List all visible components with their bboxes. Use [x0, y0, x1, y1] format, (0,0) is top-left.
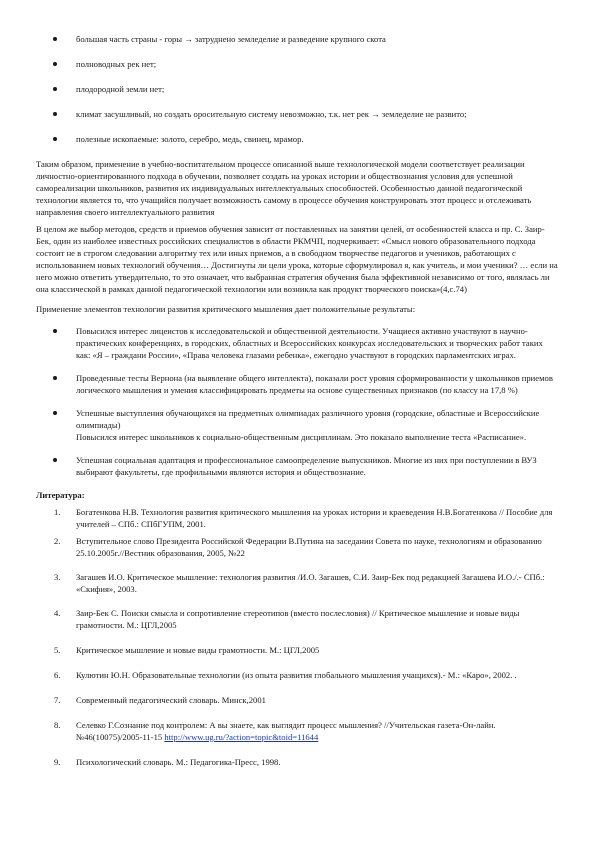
item-number: 2. [54, 536, 61, 546]
list-item [36, 133, 559, 145]
bullet-icon [53, 376, 57, 380]
item-text: Загашев И.О. Критическое мышление: технология развития /И.О. Загашев, С.И. Заир-Бек под редакцией Загашева И.О./.- СПб.: «Скифия», 2003. [76, 572, 545, 594]
paragraph-results-intro: Применение элементов технологии развития критического мышления дает положительные результаты: [36, 304, 416, 314]
list-item [36, 719, 559, 743]
bullet-text: полноводных рек нет; [76, 59, 157, 69]
item-text: Кулютин Ю.Н. Образовательные технологии (из опыта развития глобального мышления учащихся).- М.: «Каро», 2002. . [76, 670, 517, 680]
reference-link[interactable]: http://www.ug.ru/?action=topic&toid=11644 [164, 732, 319, 742]
list-item [36, 571, 559, 595]
bullet-text: Повысился интерес лицеистов к исследовательской и общественной деятельности. Учащиеся активно участвуют в научно-практических конференциях, в городских, областных и Всероссийских конкурсах исследовательских и творческих работ таких как: «Я – граждани России», «Права человека глазами ребенка», ежегодно участвуют в городских парламентских играх. [76, 326, 543, 360]
item-text: Богатенкова Н.В. Технология развития критического мышления на уроках истории и краеведения Н.В.Богатенкова // Пособие для учителей – СПб.: СПбГУПМ, 2001. [76, 507, 553, 529]
geography-bullet-list [36, 33, 559, 145]
item-number: 1. [54, 507, 61, 517]
item-text: Психологический словарь. М.: Педагогика-Пресс, 1998. [76, 757, 281, 767]
item-text: Современный педагогический словарь. Минск,2001 [76, 695, 266, 705]
bullet-icon [53, 329, 57, 333]
list-item [36, 535, 559, 559]
paragraph-methods: В целом же выбор методов, средств и приемов обучения зависит от поставленных на занятии целей, от особенностей класса и пр. С. Заир-Бек, один из наиболее известных российских специалистов в области РКМЧП, подчеркивает: «Смысл нового образовательного подхода состоит не в строгом следовании алгоритму тех или иных приемов, а в свободном творчестве педагогов и учеников, работающих с использованием новых технологий обучения… Достигнуты ли цели урока, которые сформулировал я, как учитель, и мои ученики? … если на него можно ответить утвердительно, то это означает, что выбранная стратегия обучения была эффективной независимо от того, являлась ли она классической в рамках данной педагогической технологии или возникла как продукт творческого поиска»(4,с.74) [36, 224, 558, 294]
bullet-text: полезные ископаемые: золото, серебро, медь, свинец, мрамор. [76, 134, 304, 144]
list-item [36, 407, 559, 443]
bullet-text: Успешные выступления обучающихся на предметных олимпиадах различного уровня (городские, областные и Всероссийские олимпиады) [76, 408, 540, 430]
item-number: 4. [54, 608, 61, 618]
bullet-icon [53, 37, 57, 41]
list-item [36, 506, 559, 530]
bullet-text: Проведенные тесты Вернона (на выявление общего интеллекта), показали рост уровня сформированности у школьников приемов логического мышления и умения классифицировать предметы на основе существенных признаков (по классу на 17,8 %) [76, 373, 553, 395]
list-item [36, 33, 559, 45]
list-item [36, 607, 559, 631]
list-item [36, 669, 559, 681]
bullet-text: большая часть страны - горы → затруднено земледелие и разведение крупного скота [76, 34, 386, 44]
literature-list [36, 506, 559, 768]
bullet-icon [53, 137, 57, 141]
list-item [36, 454, 559, 478]
item-number: 3. [54, 572, 61, 582]
bullet-text: климат засушливый, но создать оросительную систему невозможно, т.к. нет рек → земледелие не развито; [76, 109, 467, 119]
bullet-icon [53, 62, 57, 66]
list-item [36, 644, 559, 656]
list-item [36, 756, 559, 768]
list-item [36, 372, 559, 396]
results-bullet-list [36, 325, 559, 478]
item-text: Вступительное слово Президента Российской Федерации В.Путина на заседании Совета по науке, технологиям и образованию 25.10.2005г.//Вестник образования, 2005, №22 [76, 536, 542, 558]
item-number: 8. [54, 720, 61, 730]
item-text: Критическое мышление и новые виды грамотности. М.: ЦГЛ,2005 [76, 645, 320, 655]
bullet-icon [53, 458, 57, 462]
list-item [36, 83, 559, 95]
bullet-text: плодородной земли нет; [76, 84, 165, 94]
list-item [36, 694, 559, 706]
bullet-text: Повысился интерес школьников к социально-общественным дисциплинам. Это показало выполнение теста «Расписание». [76, 432, 527, 442]
document-page [36, 33, 559, 768]
list-item [36, 108, 559, 120]
item-number: 9. [54, 757, 61, 767]
item-number: 5. [54, 645, 61, 655]
bullet-text: Успешная социальная адаптация и профессиональное самоопределение выпускников. Многие из них при поступлении в ВУЗ выбирают факультеты, где профильными являются история и обществознание. [76, 455, 537, 477]
list-item [36, 58, 559, 70]
item-text: Заир-Бек С. Поиски смысла и сопротивление стереотипов (вместо послесловия) // Критическое мышление и новые виды грамотности. М.: ЦГЛ,2005 [76, 608, 520, 630]
item-text: Селевко Г.Сознание под контролем: А вы знаете, как выглядит процесс мышления? //Учительская газета-Он-лайн. №46(10075)/2005-11-15 [76, 720, 496, 742]
bullet-icon [53, 411, 57, 415]
paragraph-conclusion: Таким образом, применение в учебно-воспитательном процессе описанной выше технологической модели соответствует реализации личностно-ориентированного подхода в обучении, позволяет создать на уроках истории и обществознания условия для успешной самореализации школьников, развития их индивидуальных интеллектуальных способностей. Особенностью данной педагогической технологии является то, что учащийся получает возможность самому в процессе обучения конструировать этот процесс и отслеживать направления своего интеллектуального развития [36, 159, 532, 217]
bullet-icon [53, 112, 57, 116]
item-number: 6. [54, 670, 61, 680]
bullet-icon [53, 87, 57, 91]
list-item [36, 325, 559, 361]
item-number: 7. [54, 695, 61, 705]
literature-heading: Литература: [36, 490, 85, 500]
